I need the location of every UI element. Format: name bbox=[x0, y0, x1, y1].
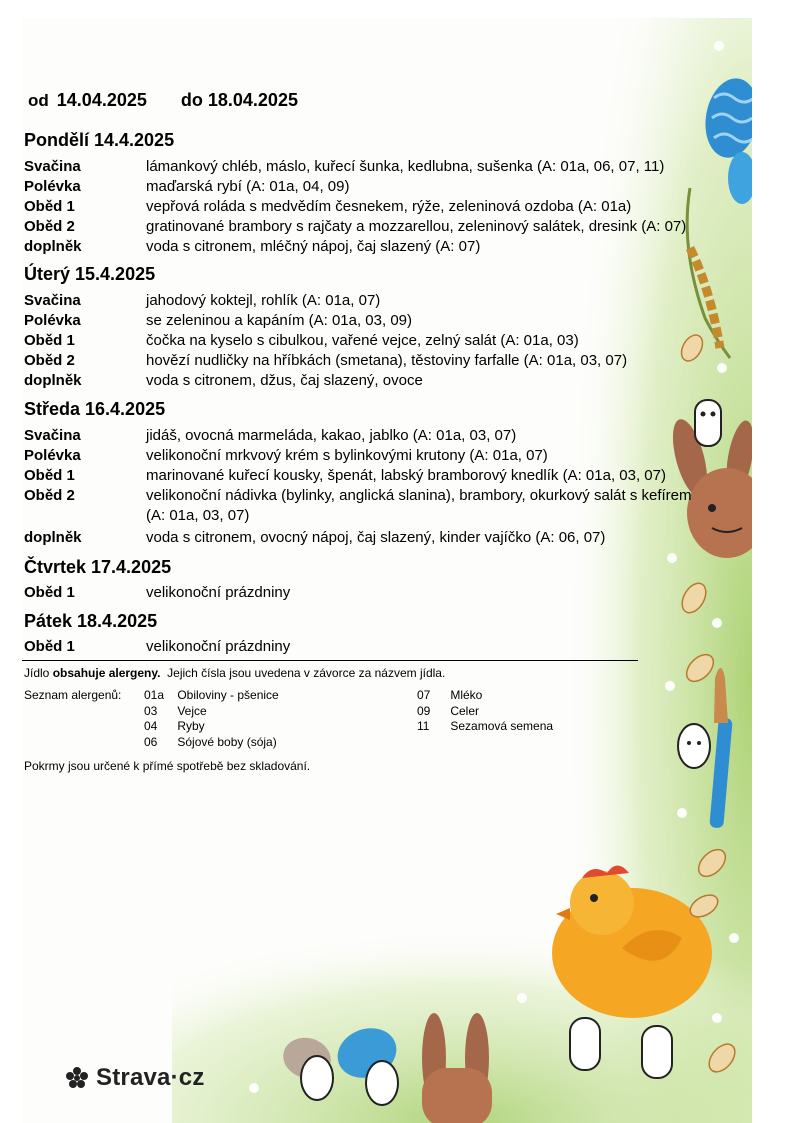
allergen-list-left bbox=[144, 688, 279, 750]
meal-value: gratinované brambory s rajčaty a mozzarellou, zeleninový salátek, dresink (A: 07) bbox=[146, 218, 687, 235]
meal-label: Polévka bbox=[24, 447, 81, 464]
date-range bbox=[28, 90, 298, 111]
allergen-note-bold: obsahuje alergeny. bbox=[52, 666, 161, 680]
menu-content bbox=[22, 18, 752, 1123]
allergen-name: Sójové boby (sója) bbox=[177, 734, 277, 749]
storage-note: Pokrmy jsou určené k přímé spotřebě bez skladování. bbox=[24, 759, 311, 773]
allergen-item bbox=[417, 688, 553, 704]
allergen-code: 01a bbox=[144, 688, 165, 702]
allergen-code: 06 bbox=[144, 734, 158, 749]
meal-value: lámankový chléb, máslo, kuřecí šunka, kedlubna, sušenka (A: 01a, 06, 07, 11) bbox=[146, 158, 665, 175]
allergen-name: Sezamová semena bbox=[450, 719, 554, 733]
paw-flower-icon bbox=[64, 1065, 90, 1091]
meal-label: Oběd 1 bbox=[24, 332, 75, 349]
allergen-note-prefix: Jídlo bbox=[24, 666, 53, 680]
meal-label: doplněk bbox=[24, 372, 82, 389]
to-date: 18.04.2025 bbox=[207, 90, 298, 110]
allergen-name: Ryby bbox=[177, 719, 205, 733]
day-title-thursday: Čtvrtek 17.4.2025 bbox=[24, 557, 172, 577]
meal-value: se zeleninou a kapáním (A: 01a, 03, 09) bbox=[146, 312, 413, 329]
from-label: od bbox=[28, 91, 49, 110]
menu-page bbox=[22, 18, 752, 1123]
meal-value: marinované kuřecí kousky, špenát, labský bramborový knedlík (A: 01a, 03, 07) bbox=[146, 467, 666, 484]
meal-label: Oběd 2 bbox=[24, 218, 75, 235]
meal-value: voda s citronem, mléčný nápoj, čaj slazený (A: 07) bbox=[146, 238, 481, 255]
allergen-code: 09 bbox=[417, 703, 431, 718]
strava-logo bbox=[64, 1063, 205, 1093]
meal-label: Polévka bbox=[24, 178, 81, 195]
meal-value: (A: 01a, 03, 07) bbox=[146, 507, 250, 524]
meal-label: doplněk bbox=[24, 238, 82, 255]
meal-label: Svačina bbox=[24, 158, 81, 175]
allergen-name: Mléko bbox=[450, 688, 483, 702]
meal-label: Oběd 1 bbox=[24, 467, 75, 484]
meal-value: voda s citronem, ovocný nápoj, čaj slazený, kinder vajíčko (A: 06, 07) bbox=[146, 529, 606, 546]
from-date: 14.04.2025 bbox=[56, 90, 147, 110]
allergen-name: Vejce bbox=[177, 703, 207, 718]
allergen-item bbox=[144, 688, 279, 704]
allergen-code: 03 bbox=[144, 703, 158, 718]
allergen-list-label: Seznam alergenů: bbox=[24, 688, 122, 702]
allergen-code: 11 bbox=[417, 719, 430, 733]
allergen-name: Celer bbox=[450, 703, 480, 718]
meal-value: voda s citronem, džus, čaj slazený, ovoce bbox=[146, 372, 423, 389]
day-title-tuesday: Úterý 15.4.2025 bbox=[24, 264, 156, 284]
meal-value: velikonoční mrkvový krém s bylinkovými krutony (A: 01a, 07) bbox=[146, 447, 548, 464]
day-title-wednesday: Středa 16.4.2025 bbox=[24, 399, 166, 419]
meal-label: Oběd 1 bbox=[24, 198, 75, 215]
allergen-item bbox=[417, 704, 553, 720]
to-label: do bbox=[180, 90, 203, 110]
meal-value: jidáš, ovocná marmeláda, kakao, jablko (A: 01a, 03, 07) bbox=[146, 427, 517, 444]
day-title-monday: Pondělí 14.4.2025 bbox=[24, 130, 175, 150]
brand-name: Strava·cz bbox=[96, 1064, 205, 1091]
meal-value: jahodový koktejl, rohlík (A: 01a, 07) bbox=[146, 292, 381, 309]
allergen-note bbox=[24, 666, 445, 680]
allergen-list-right bbox=[417, 688, 553, 735]
meal-label: Oběd 2 bbox=[24, 352, 75, 369]
divider bbox=[22, 660, 638, 661]
meal-label: Oběd 1 bbox=[24, 584, 75, 601]
meal-value: vepřová roláda s medvědím česnekem, rýže, zeleninová ozdoba (A: 01a) bbox=[146, 198, 632, 215]
meal-label: Oběd 1 bbox=[24, 638, 75, 655]
meal-value: maďarská rybí (A: 01a, 04, 09) bbox=[146, 178, 350, 195]
meal-label: Oběd 2 bbox=[24, 487, 75, 504]
meal-label: Polévka bbox=[24, 312, 81, 329]
allergen-code: 04 bbox=[144, 719, 158, 733]
meal-label: doplněk bbox=[24, 529, 82, 546]
allergen-code: 07 bbox=[417, 688, 431, 702]
meal-value: čočka na kyselo s cibulkou, vařené vejce, zelný salát (A: 01a, 03) bbox=[146, 332, 579, 349]
meal-label: Svačina bbox=[24, 292, 81, 309]
meal-value: velikonoční prázdniny bbox=[146, 584, 291, 601]
allergen-note-suffix: Jejich čísla jsou uvedena v závorce za názvem jídla. bbox=[160, 666, 446, 680]
allergen-name: Obiloviny - pšenice bbox=[177, 688, 279, 702]
allergen-item bbox=[144, 704, 279, 720]
allergen-item bbox=[144, 735, 279, 751]
day-title-friday: Pátek 18.4.2025 bbox=[24, 611, 158, 631]
meal-label: Svačina bbox=[24, 427, 81, 444]
meal-value: hovězí nudličky na hříbkách (smetana), těstoviny farfalle (A: 01a, 03, 07) bbox=[146, 352, 628, 369]
meal-value: velikonoční nádivka (bylinky, anglická slanina), brambory, okurkový salát s kefírem bbox=[146, 487, 692, 504]
allergen-item bbox=[417, 719, 553, 735]
allergen-item bbox=[144, 719, 279, 735]
meal-value: velikonoční prázdniny bbox=[146, 638, 291, 655]
